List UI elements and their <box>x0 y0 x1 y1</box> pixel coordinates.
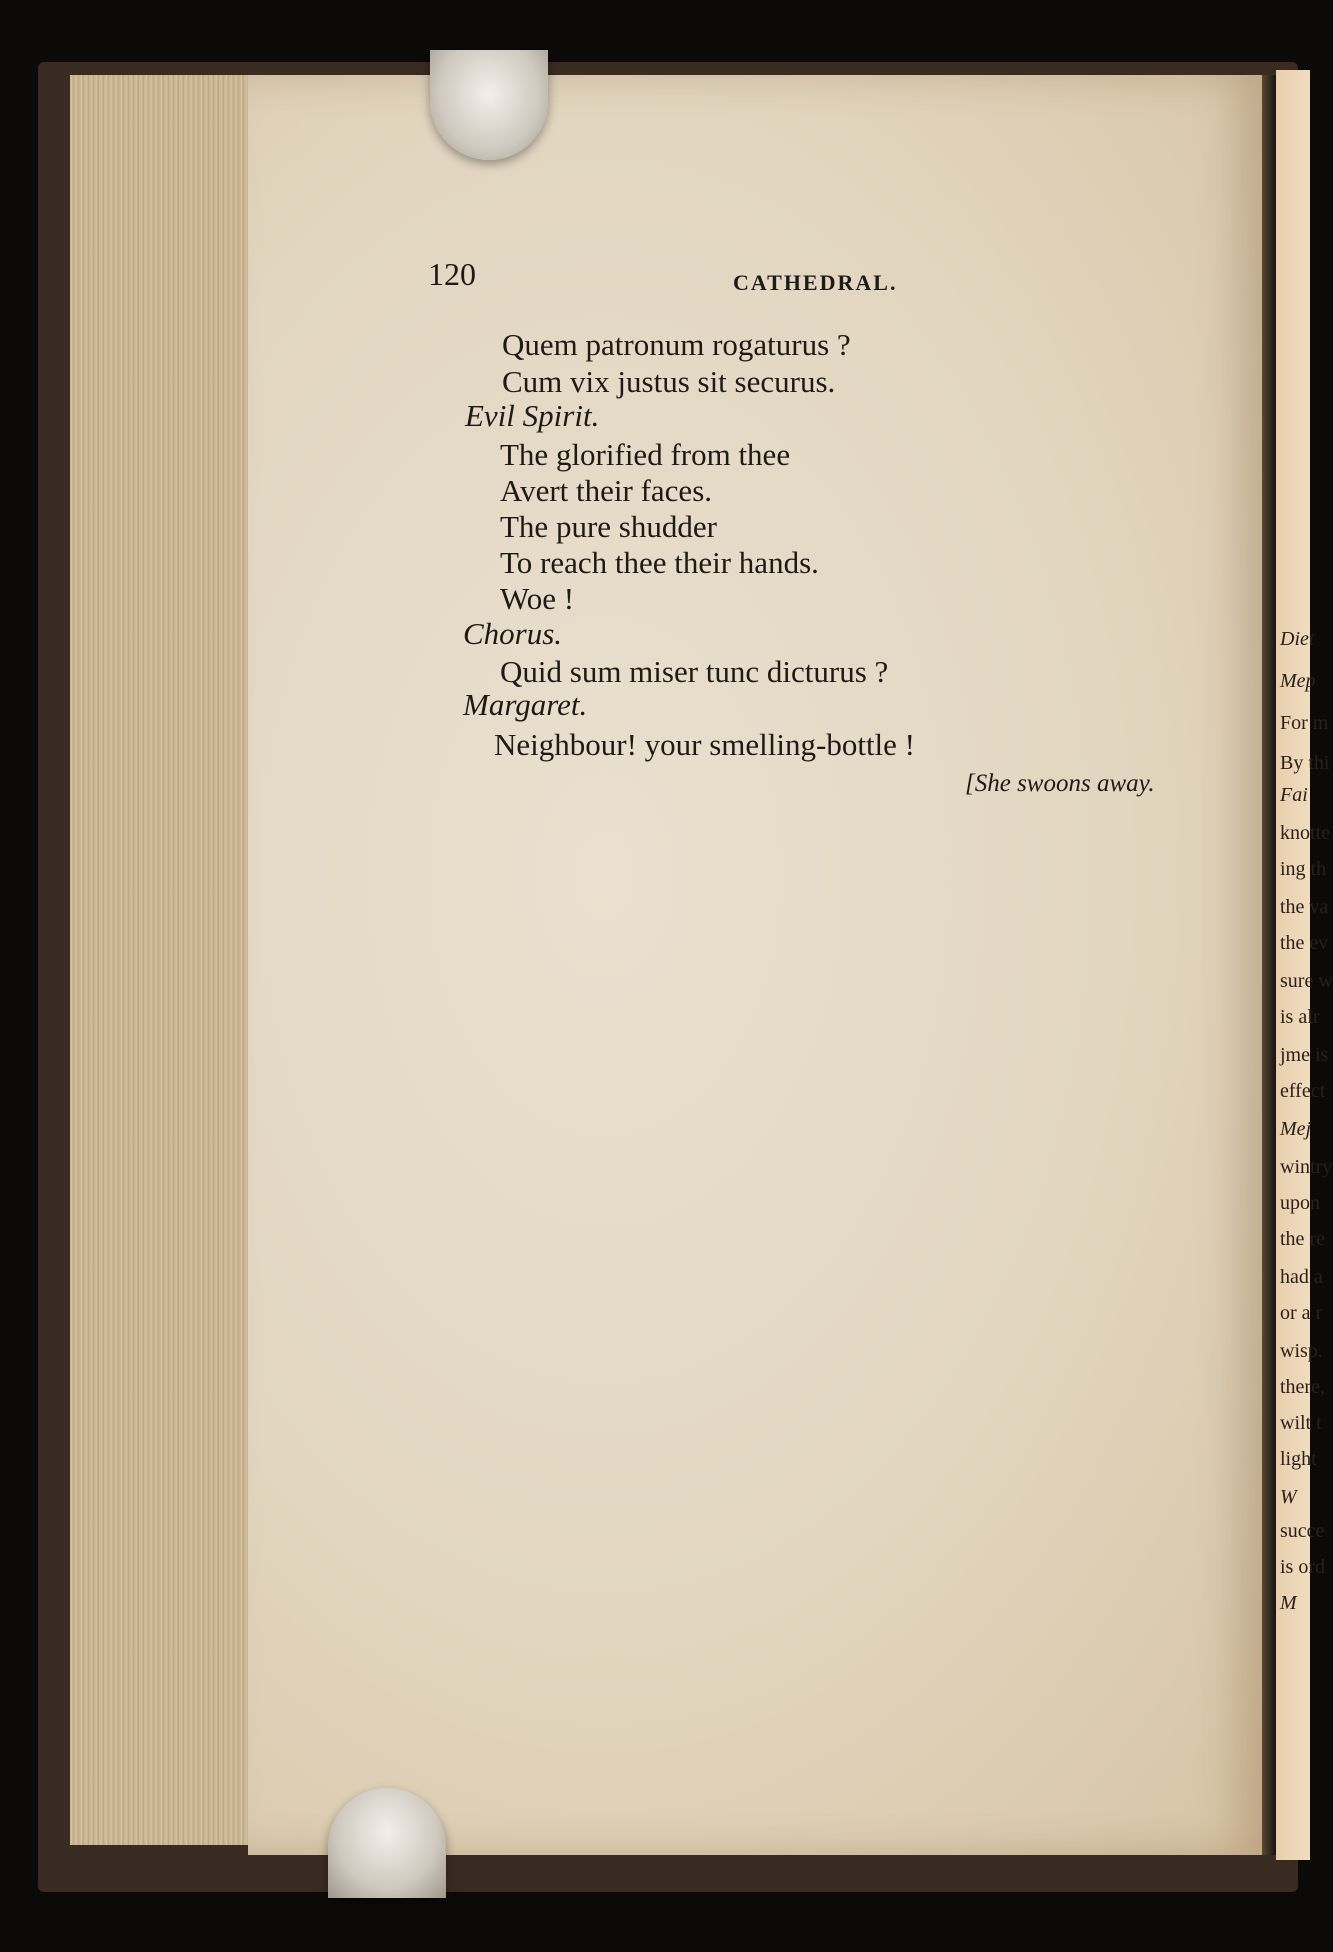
speaker-name: Evil Spirit. <box>465 398 600 433</box>
verse-line: Quem patronum rogaturus ? <box>502 327 851 362</box>
verse-line: The pure shudder <box>500 509 717 544</box>
facing-page-fragment: W <box>1280 1486 1297 1508</box>
facing-page-fragment: jme is <box>1280 1044 1329 1066</box>
facing-page-fragment: By thi <box>1280 752 1330 774</box>
facing-page-fragment: sure w <box>1280 970 1333 992</box>
facing-page-fragment: ing th <box>1280 858 1327 880</box>
facing-page-fragment: upon <box>1280 1192 1320 1214</box>
facing-page-fragment: had a <box>1280 1266 1323 1288</box>
facing-page-fragment: the va <box>1280 896 1329 918</box>
speaker-name: Margaret. <box>463 687 588 722</box>
facing-page-fragment: there, <box>1280 1376 1325 1398</box>
facing-page-fragment: is ord <box>1280 1556 1325 1578</box>
facing-page-fragment: Mep <box>1280 670 1316 692</box>
verse-line: Quid sum miser tunc dicturus ? <box>500 654 889 689</box>
facing-page-fragment: succe <box>1280 1520 1325 1542</box>
facing-page-fragment: light <box>1280 1448 1317 1470</box>
facing-page-fragment: For m <box>1280 712 1329 734</box>
page-number: 120 <box>428 256 476 292</box>
facing-page-fragment: Diet <box>1280 628 1315 650</box>
verse-line: Neighbour! your smelling-bottle ! <box>494 727 915 762</box>
facing-page-fragment: or a r <box>1280 1302 1323 1324</box>
facing-page-fragment: wisp. <box>1280 1340 1323 1362</box>
verse-line: Avert their faces. <box>500 473 713 508</box>
facing-page-fragment: the ev <box>1280 932 1329 954</box>
speaker-name: Chorus. <box>463 616 563 651</box>
book-gutter <box>1262 75 1276 1855</box>
verse-line: Cum vix justus sit securus. <box>502 364 836 399</box>
facing-page-fragment: M <box>1280 1592 1297 1614</box>
running-head: CATHEDRAL. <box>733 270 898 295</box>
verse-line: Woe ! <box>500 581 575 616</box>
verse-line: The glorified from thee <box>500 437 791 472</box>
facing-page-edge <box>1276 70 1333 1860</box>
page-edges <box>70 75 255 1845</box>
facing-page-fragment: wintry <box>1280 1156 1333 1178</box>
facing-page-fragment: Fai <box>1280 784 1308 806</box>
facing-page-fragment: is alr <box>1280 1006 1320 1028</box>
page-clip-bottom <box>328 1788 446 1898</box>
stage-direction: [She swoons away. <box>965 770 1155 797</box>
facing-page-fragment: Mej <box>1280 1118 1312 1140</box>
facing-page-fragment: knotte <box>1280 822 1330 844</box>
facing-page-fragment: effect <box>1280 1080 1326 1102</box>
verse-line: To reach thee their hands. <box>500 545 819 580</box>
facing-page-fragment: the re <box>1280 1228 1325 1250</box>
facing-page-fragment: wilt t <box>1280 1412 1322 1434</box>
